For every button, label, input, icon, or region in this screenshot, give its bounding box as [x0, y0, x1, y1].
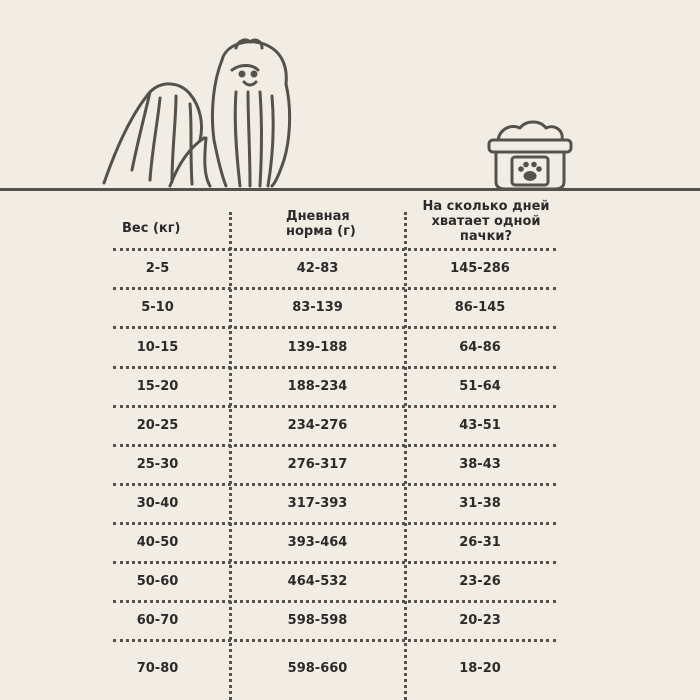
- row-1-weight: 2-5: [145, 261, 170, 276]
- row-separator: [113, 248, 556, 251]
- row-2-daily-norm: 83-139: [292, 300, 343, 315]
- row-10-days: 20-23: [459, 613, 501, 628]
- row-5-days: 43-51: [459, 418, 501, 433]
- header-days: На сколько дней хватает одной пачки?: [422, 199, 550, 244]
- row-5-weight: 20-25: [136, 418, 179, 433]
- ground-line: [0, 188, 700, 191]
- row-4-weight: 15-20: [136, 379, 179, 394]
- row-6-weight: 25-30: [136, 457, 179, 472]
- row-separator: [113, 366, 556, 369]
- row-9-days: 23-26: [459, 574, 501, 589]
- paw-icon: [518, 162, 542, 181]
- row-10-daily-norm: 598-598: [287, 613, 348, 628]
- row-8-daily-norm: 393-464: [287, 535, 348, 550]
- row-4-daily-norm: 188-234: [287, 379, 348, 394]
- row-6-daily-norm: 276-317: [287, 457, 348, 472]
- row-separator: [113, 522, 556, 525]
- row-2-weight: 5-10: [141, 300, 174, 315]
- row-separator: [113, 639, 556, 642]
- row-7-days: 31-38: [459, 496, 501, 511]
- row-separator: [113, 444, 556, 447]
- row-separator: [113, 405, 556, 408]
- row-9-daily-norm: 464-532: [287, 574, 348, 589]
- row-3-weight: 10-15: [136, 340, 179, 355]
- row-11-weight: 70-80: [136, 661, 179, 676]
- row-8-days: 26-31: [459, 535, 501, 550]
- row-11-days: 18-20: [459, 661, 501, 676]
- row-10-weight: 60-70: [136, 613, 179, 628]
- row-3-daily-norm: 139-188: [287, 340, 348, 355]
- row-8-weight: 40-50: [136, 535, 179, 550]
- header-weight: Вес (кг): [122, 221, 181, 236]
- row-11-daily-norm: 598-660: [287, 661, 348, 676]
- row-7-daily-norm: 317-393: [287, 496, 348, 511]
- column-divider-1: [229, 212, 232, 700]
- row-9-weight: 50-60: [136, 574, 179, 589]
- header-daily-norm: Дневная норма (г): [286, 209, 356, 239]
- row-separator: [113, 561, 556, 564]
- row-separator: [113, 600, 556, 603]
- header-illustration: [0, 0, 700, 200]
- row-4-days: 51-64: [459, 379, 501, 394]
- row-separator: [113, 326, 556, 329]
- row-5-daily-norm: 234-276: [287, 418, 348, 433]
- row-6-days: 38-43: [459, 457, 501, 472]
- row-2-days: 86-145: [454, 300, 506, 315]
- row-7-weight: 30-40: [136, 496, 179, 511]
- row-separator: [113, 483, 556, 486]
- row-3-days: 64-86: [459, 340, 501, 355]
- row-separator: [113, 287, 556, 290]
- dog-illustration-icon: [104, 40, 290, 186]
- row-1-days: 145-286: [450, 261, 510, 276]
- row-1-daily-norm: 42-83: [296, 261, 339, 276]
